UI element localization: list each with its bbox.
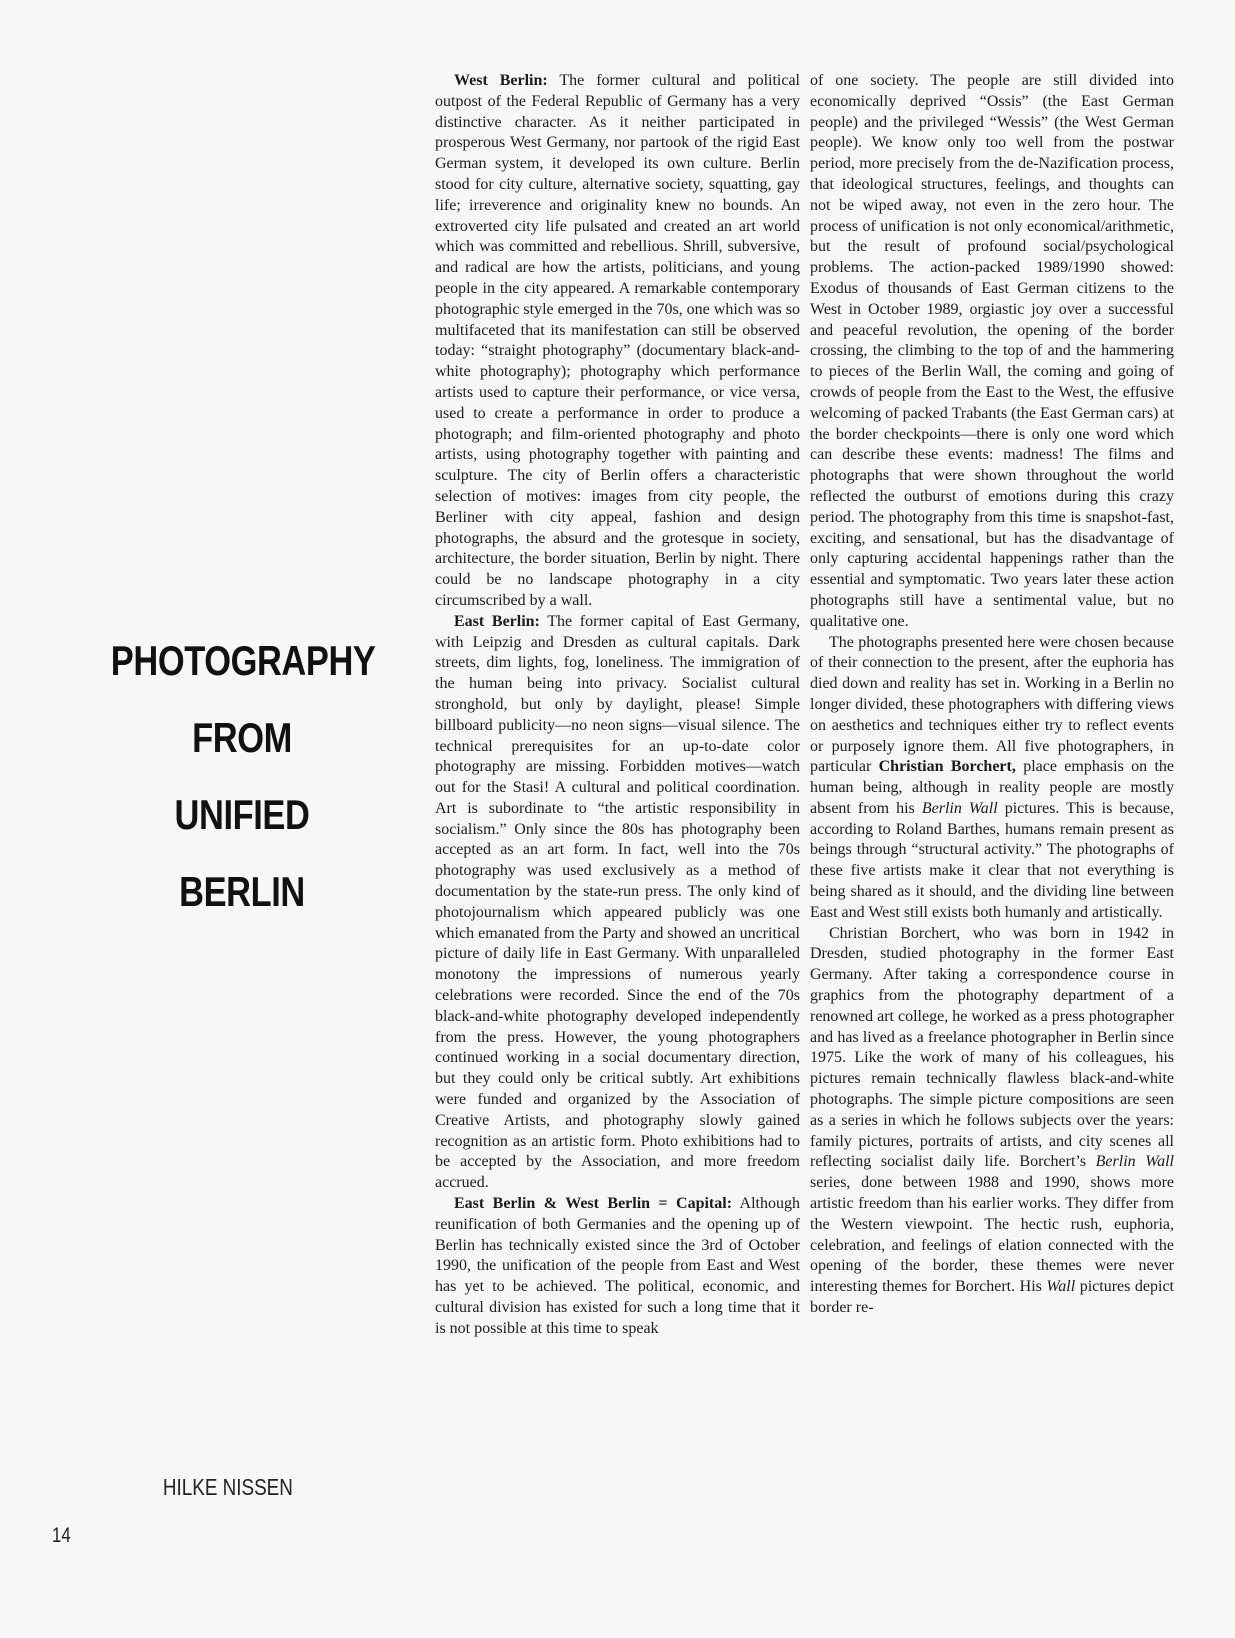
title-line-1: PHOTOGRAPHY <box>110 637 376 684</box>
paragraph-capital <box>435 1194 800 1340</box>
series-title: Wall <box>1046 1278 1076 1296</box>
series-title: Berlin Wall <box>1095 1153 1174 1171</box>
paragraph-text: place emphasis on the human being, although in reality people are mostly absent from his <box>810 758 1175 817</box>
paragraph-text: Although reunification of both Germanies and the opening up of Berlin has technically existed since the 3rd of October 1990, the unification of the people from East and West has yet to be achieved. The political, economic, and cultural division has existed for such a long time that it is not possible at this time to speak <box>435 1195 800 1337</box>
paragraph-text: The former cultural and political outpost of the Federal Republic of Germany has a very distinctive character. As it neither participated in prosperous West Germany, nor partook of the rigid East German system, it developed its own culture. Berlin stood for city culture, alternative society, squatting, gay life; irreverence and originality knew no bounds. An extroverted city life pulsated and created an art world which was committed and rebellious. Shrill, subversive, and radical are how the artists, politicians, and young people in the city appeared. A remarkable contemporary photographic style emerged in the 70s, one which was so multifaceted that its manifestation can still be observed today: “straight photography” (documentary black-and-white photography); photography which performance artists used to capture their performance, or vice versa, used to create a performance in order to produce a photograph; and film-oriented photography and photo artists, using photography together with painting and sculpture. The city of Berlin offers a characteristic selection of motives: images from city people, the Berliner with city appeal, fashion and design photographs, the absurd and the grotesque in society, architecture, the border situation, Berlin by night. There could be no landscape photography in a city circumscribed by a wall. <box>435 72 800 609</box>
title-line-2: FROM <box>192 714 292 761</box>
author-name: HILKE NISSEN <box>162 1474 293 1500</box>
title-line-4: BERLIN <box>179 868 305 915</box>
paragraph-text: The former capital of East Germany, with Leipzig and Dresden as cultural capitals. Dark streets, dim lights, fog, loneliness. The immigration of the human being into privacy. Socialist cultural stronghold, but only by daylight, please! Simple billboard publicity—no neon signs—visual silence. The technical prerequisites for an up-to-date color photography are missing. Forbidden motives—watch out for the Stasi! A cultural and political coordination. Art is subordinate to “the artistic responsibility in socialism.” Only since the 80s has photography been accepted as an art form. In fact, well into the 70s photography was used exclusively as a method of documentation by the state-run press. The only kind of photojournalism which appeared publicly was one which emanated from the Party and showed an uncritical picture of daily life in East Germany. With unparalleled monotony the impressions of numerous yearly celebrations were recorded. Since the end of the 70s black-and-white photography developed independently from the press. However, the young photographers continued working in a social documentary direction, but they could only be critical subtly. Art exhibitions were funded and organized by the Association of Creative Artists, and photography slowly gained recognition as an artistic form. Photo exhibitions had to be accepted by the Association, and more freedom accrued. <box>435 612 801 1192</box>
paragraph-text: pictures depict border re- <box>810 1278 1174 1317</box>
paragraph-borchert-bio <box>810 924 1174 1319</box>
paragraph-text: Christian Borchert, who was born in 1942 in Dresden, studied photography in the former East Germany. After taking a correspondence course in graphics from the photography department of a renowned art college, he worked as a press photographer and has lived as a freelance photographer in Berlin since 1975. Like the work of many of his colleagues, his pictures remain technically flawless black-and-white photographs. The simple picture compositions are seen as a series in which he follows subjects over the years: family pictures, portraits of artists, and city scenes all reflecting socialist daily life. Borchert’s <box>810 924 1174 1171</box>
photographer-name: Christian Borchert, <box>878 758 1016 776</box>
paragraph-lead: East Berlin: <box>454 612 540 630</box>
text-column-2 <box>810 71 1174 1319</box>
paragraph-photographs-presented <box>810 633 1174 924</box>
paragraph-text: pictures. This is because, according to Roland Barthes, humans remain present as beings through “structural activity.” The photographs of these five artists make it clear that not everything is being shared as it should, and the dividing line between East and West still exists both humanly and artistically. <box>810 799 1175 921</box>
article-title <box>82 637 402 948</box>
paragraph-text: The photographs presented here were chosen because of their connection to the present, after the euphoria has died down and reality has set in. Working in a Berlin no longer divided, these photographers with differing views on aesthetics and techniques either try to reflect events or purposely ignore them. All five photographers, in particular <box>810 633 1174 776</box>
paragraph-text: series, done between 1988 and 1990, shows more artistic freedom than his earlier works. They differ from the Western viewpoint. The hectic rush, euphoria, celebration, and feelings of elation connected with the opening of the border, these themes were never interesting themes for Borchert. His <box>810 1174 1174 1296</box>
title-line-3: UNIFIED <box>174 791 310 838</box>
paragraph-east-berlin <box>435 612 800 1194</box>
paragraph-lead: East Berlin & West Berlin = Capital: <box>454 1195 733 1213</box>
text-column-1 <box>435 71 800 1340</box>
page-number: 14 <box>52 1524 71 1547</box>
paragraph-west-berlin <box>435 71 800 612</box>
paragraph-lead: West Berlin: <box>454 72 548 89</box>
paragraph-one-society <box>810 71 1174 633</box>
series-title: Berlin Wall <box>921 799 998 817</box>
paragraph-text: of one society. The people are still divided into economically deprived “Ossis” (the East German people) and the privileged “Wessis” (the West German people). We know only too well from the postwar period, more precisely from the de-Nazification process, that ideological structures, feelings, and thoughts can not be wiped away, not even in the zero hour. The process of unification is not only economical/arithmetic, but the result of profound social/psychological problems. The action-packed 1989/1990 showed: Exodus of thousands of East German citizens to the West in October 1989, orgiastic joy over a successful and peaceful revolution, the opening of the border crossing, the climbing to the top of and the hammering to pieces of the Berlin Wall, the coming and going of crowds of people from the East to the West, the effusive welcoming of packed Trabants (the East German cars) at the border checkpoints—there is only one word which can describe these events: madness! The films and photographs that were shown throughout the world reflected the outburst of emotions during this crazy period. The photography from this time is snapshot-fast, exciting, and sensational, but has the disadvantage of only capturing accidental happenings rather than the essential and symptomatic. Two years later these action photographs still have a sentimental value, but no qualitative one. <box>810 72 1174 630</box>
